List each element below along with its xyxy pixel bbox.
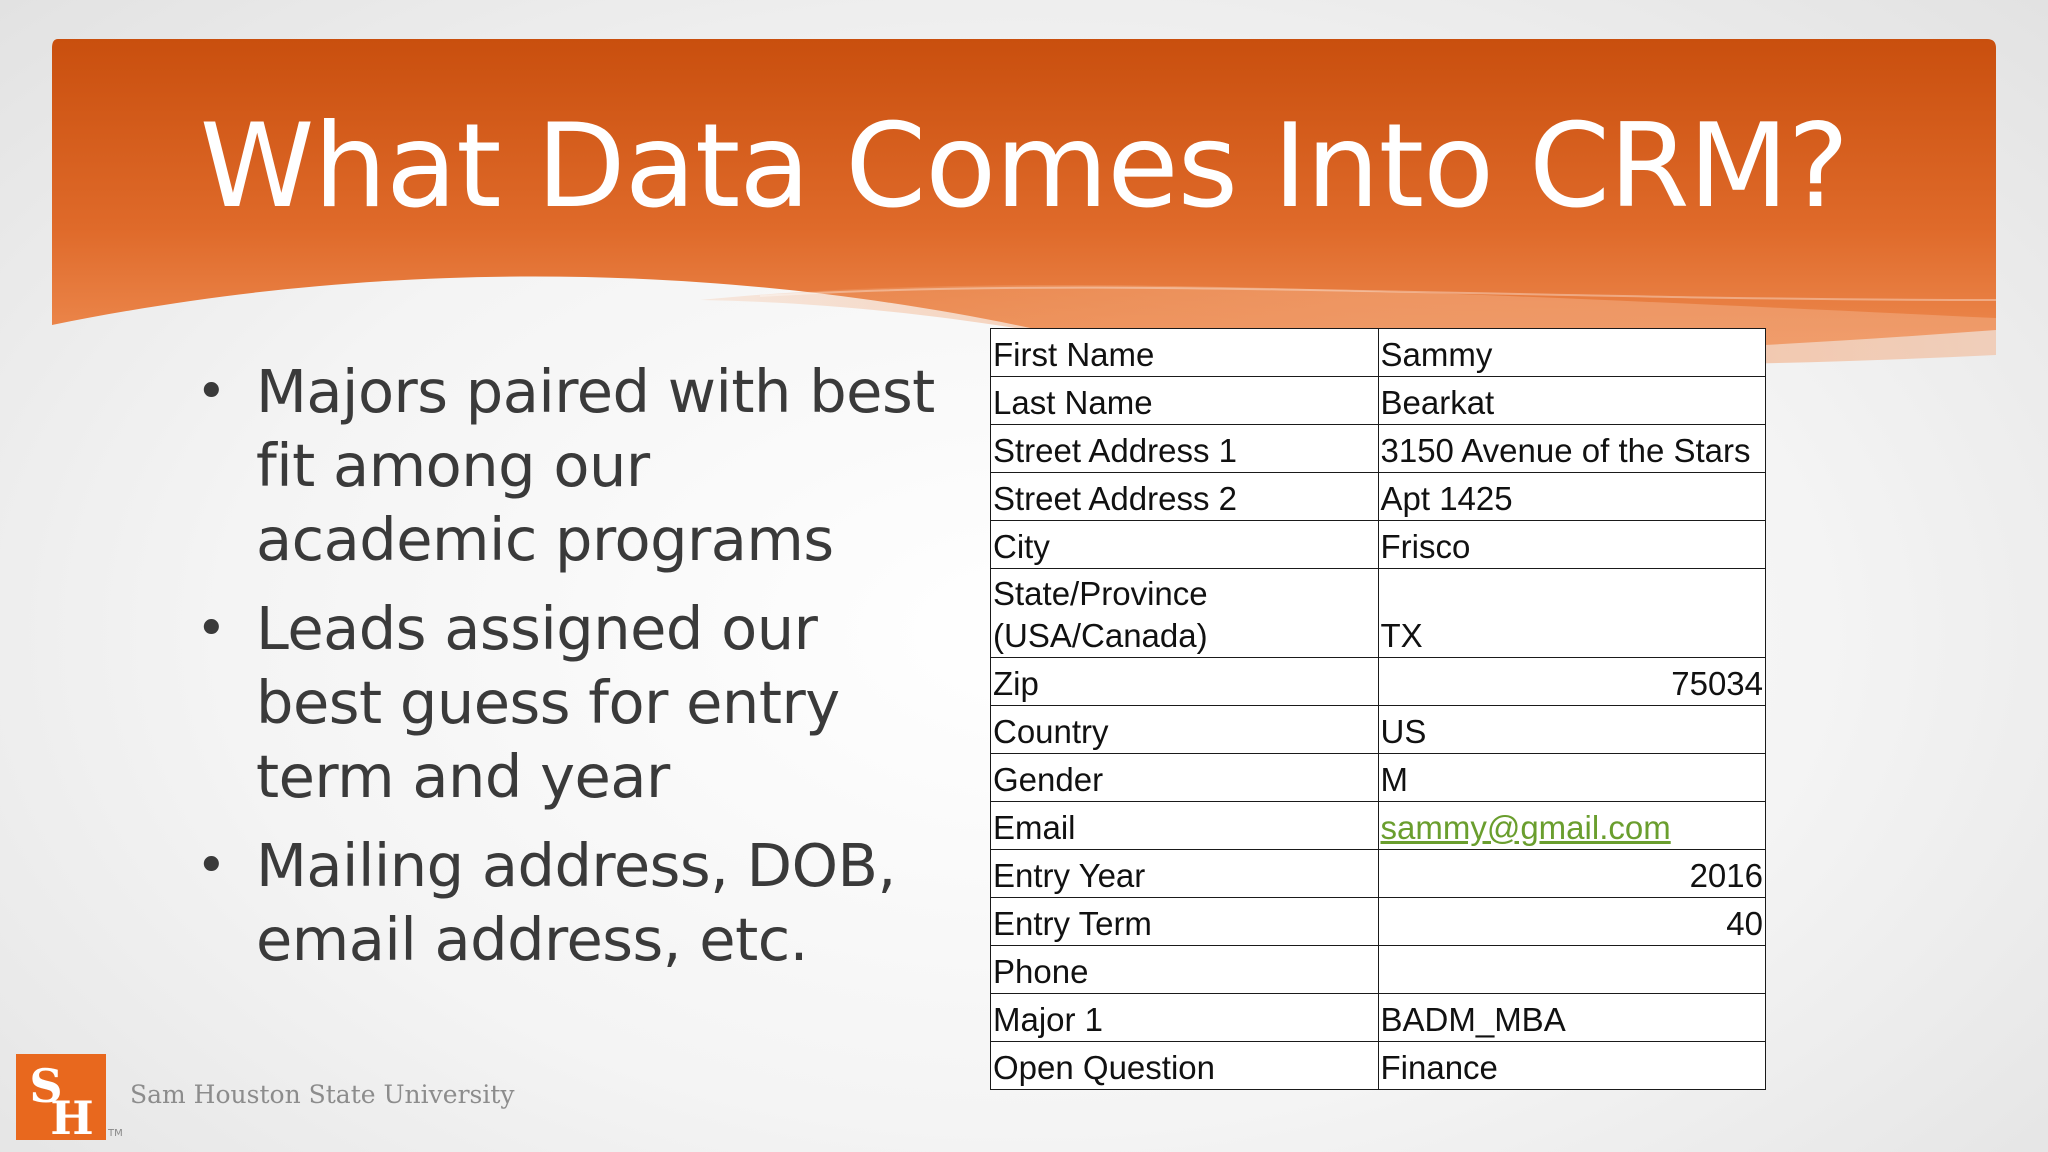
field-label: Zip [991,658,1379,706]
field-label: Entry Year [991,850,1379,898]
table-row [991,754,1766,802]
bullet-item [196,829,936,977]
field-label: Open Question [991,1042,1379,1090]
university-name: Sam Houston State University [130,1080,515,1109]
field-label: Email [991,802,1379,850]
table-row [991,802,1766,850]
email-link[interactable]: sammy@gmail.com [1378,802,1766,850]
table-row [991,377,1766,425]
field-value: 40 [1378,898,1766,946]
bullet-text: Mailing address, DOB, email address, etc. [256,831,896,974]
field-value: 75034 [1378,658,1766,706]
slide-title: What Data Comes Into CRM? [199,99,1849,234]
field-label: City [991,521,1379,569]
bullet-text: Majors paired with best fit among our academic programs [256,357,935,574]
field-label: Street Address 1 [991,425,1379,473]
table-row [991,569,1766,658]
field-value: Finance [1378,1042,1766,1090]
table-row [991,425,1766,473]
table-row [991,994,1766,1042]
field-value: Sammy [1378,329,1766,377]
bullet-text: Leads assigned our best guess for entry term and year [256,594,840,811]
table-row [991,850,1766,898]
field-label: First Name [991,329,1379,377]
table-row [991,1042,1766,1090]
field-value: 2016 [1378,850,1766,898]
field-value [1378,946,1766,994]
field-label: State/Province (USA/Canada) [991,569,1379,658]
table-row [991,706,1766,754]
field-value: 3150 Avenue of the Stars [1378,425,1766,473]
bullet-dot-icon: • [196,362,227,422]
table-row [991,329,1766,377]
table-row [991,473,1766,521]
field-label: Phone [991,946,1379,994]
shsu-logo-icon [16,1054,106,1140]
field-label: Major 1 [991,994,1379,1042]
table-row [991,658,1766,706]
field-value: US [1378,706,1766,754]
table-row [991,898,1766,946]
field-label: Gender [991,754,1379,802]
field-value: TX [1378,569,1766,658]
field-label: Last Name [991,377,1379,425]
bullet-item [196,592,936,814]
field-value: Bearkat [1378,377,1766,425]
trademark-mark: TM [108,1128,123,1139]
field-label: Country [991,706,1379,754]
bullet-dot-icon: • [196,599,227,659]
field-value: Apt 1425 [1378,473,1766,521]
field-label: Entry Term [991,898,1379,946]
bullet-item [196,355,936,577]
table-row [991,946,1766,994]
field-value: M [1378,754,1766,802]
table-row [991,521,1766,569]
bullet-dot-icon: • [196,836,227,896]
field-value: BADM_MBA [1378,994,1766,1042]
bullet-list [196,355,936,992]
logo-letter-s: S [29,1059,63,1113]
field-value: Frisco [1378,521,1766,569]
logo-letter-h: H [50,1091,94,1140]
crm-data-table [990,328,1766,1090]
field-label: Street Address 2 [991,473,1379,521]
